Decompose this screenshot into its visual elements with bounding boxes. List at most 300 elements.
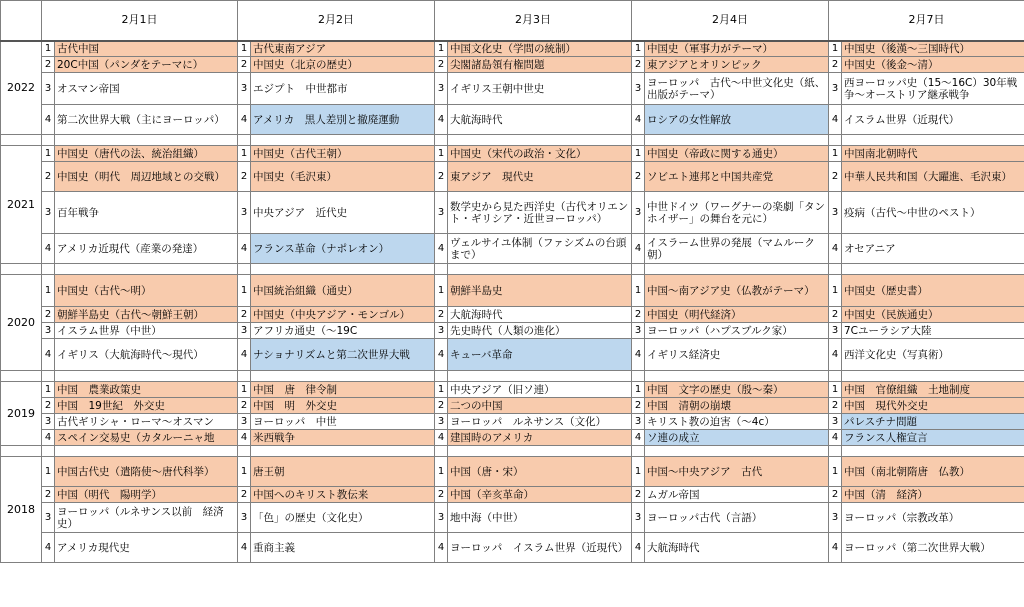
row-number: 1 xyxy=(829,457,842,487)
topic-text: ヨーロッパ（宗教改革） xyxy=(844,511,960,524)
table-row xyxy=(1,503,1024,533)
row-number: 1 xyxy=(829,275,842,307)
topic-cell xyxy=(448,307,632,323)
topic-text: アメリカ近現代（産業の発達） xyxy=(57,242,204,255)
topic-text: 西洋文化史（写真術） xyxy=(844,348,949,361)
table-row xyxy=(1,398,1024,414)
topic-text: 中国（明代 陽明学） xyxy=(57,488,162,501)
table-row xyxy=(1,192,1024,234)
spacer-cell xyxy=(632,264,645,275)
topic-cell xyxy=(251,162,435,192)
row-number: 1 xyxy=(829,146,842,162)
row-number: 2 xyxy=(435,398,448,414)
topic-cell xyxy=(448,339,632,371)
topic-cell xyxy=(842,57,1024,73)
topic-text: オスマン帝国 xyxy=(57,82,120,95)
topic-text: 朝鮮半島史（古代～朝鮮王朝） xyxy=(57,308,204,321)
row-number: 3 xyxy=(632,503,645,533)
spacer-cell xyxy=(251,264,435,275)
topic-cell xyxy=(55,339,238,371)
row-number: 3 xyxy=(435,192,448,234)
topic-cell xyxy=(251,339,435,371)
row-number: 1 xyxy=(632,146,645,162)
year-label: 2020 xyxy=(1,275,42,371)
topic-cell xyxy=(448,146,632,162)
row-number: 4 xyxy=(829,339,842,371)
topic-text: パレスチナ問題 xyxy=(844,415,917,428)
spacer-row xyxy=(1,446,1024,457)
row-number: 2 xyxy=(435,487,448,503)
topic-text: イスラーム世界の発展（マムルーク朝） xyxy=(647,236,815,261)
row-number: 2 xyxy=(829,487,842,503)
topic-text: 西ヨーロッパ史（15～16C）30年戦争～オーストリア継承戦争 xyxy=(844,76,1018,101)
table-row xyxy=(1,275,1024,307)
row-number: 1 xyxy=(238,146,251,162)
row-number: 1 xyxy=(829,41,842,57)
topic-text: 中国古代史（遣隋使～唐代科挙） xyxy=(57,465,215,478)
topic-cell xyxy=(55,234,238,264)
topic-cell xyxy=(842,307,1024,323)
topic-cell xyxy=(645,323,829,339)
topic-cell xyxy=(251,323,435,339)
topic-cell xyxy=(448,162,632,192)
table-row xyxy=(1,105,1024,135)
spacer-cell xyxy=(55,264,238,275)
topic-cell xyxy=(448,323,632,339)
topic-cell xyxy=(645,73,829,105)
topic-cell xyxy=(645,162,829,192)
topic-text: 大航海時代 xyxy=(647,541,700,554)
row-number: 4 xyxy=(829,234,842,264)
row-number: 1 xyxy=(238,41,251,57)
topic-text: ヨーロッパ 中世 xyxy=(253,415,337,428)
topic-cell xyxy=(448,41,632,57)
topic-cell xyxy=(645,533,829,563)
topic-cell xyxy=(645,307,829,323)
topic-cell xyxy=(842,414,1024,430)
topic-text: 中国文化史（学問の統制） xyxy=(450,42,576,55)
topic-cell xyxy=(448,275,632,307)
spacer-cell xyxy=(448,135,632,146)
spacer-cell xyxy=(448,446,632,457)
spacer-cell xyxy=(251,371,435,382)
topic-cell xyxy=(55,41,238,57)
spacer-cell xyxy=(645,135,829,146)
row-number: 2 xyxy=(829,307,842,323)
topic-text: 二つの中国 xyxy=(450,399,503,412)
topic-text: 中国（唐・宋） xyxy=(450,465,524,478)
spacer-cell xyxy=(42,264,55,275)
spacer-cell xyxy=(448,371,632,382)
topic-text: ナショナリズムと第二次世界大戦 xyxy=(253,348,410,361)
topic-cell xyxy=(55,503,238,533)
topic-text: 大航海時代 xyxy=(450,113,503,126)
row-number: 3 xyxy=(435,73,448,105)
row-number: 4 xyxy=(42,234,55,264)
topic-text: 中国史（宋代の政治・文化） xyxy=(450,147,587,160)
row-number: 1 xyxy=(632,275,645,307)
spacer-cell xyxy=(829,135,842,146)
row-number: 4 xyxy=(238,430,251,446)
topic-cell xyxy=(251,41,435,57)
row-number: 4 xyxy=(435,533,448,563)
topic-text: 中国へのキリスト教伝来 xyxy=(253,488,369,501)
topic-cell xyxy=(645,57,829,73)
row-number: 2 xyxy=(435,162,448,192)
topic-cell xyxy=(251,487,435,503)
topic-cell xyxy=(251,533,435,563)
topic-cell xyxy=(842,146,1024,162)
row-number: 3 xyxy=(829,192,842,234)
topic-text: 百年戦争 xyxy=(57,206,99,219)
table-row xyxy=(1,234,1024,264)
topic-cell xyxy=(251,105,435,135)
row-number: 2 xyxy=(238,398,251,414)
row-number: 4 xyxy=(632,430,645,446)
spacer-cell xyxy=(829,264,842,275)
spacer-cell xyxy=(842,446,1024,457)
topic-text: 「色」の歴史（文化史） xyxy=(253,511,369,524)
topic-text: 東アジアとオリンピック xyxy=(647,58,762,71)
table-row xyxy=(1,41,1024,57)
topic-text: 中国 現代外交史 xyxy=(844,399,928,412)
topic-cell xyxy=(448,457,632,487)
row-number: 3 xyxy=(632,414,645,430)
table-row xyxy=(1,430,1024,446)
topic-text: ヨーロッパ古代（言語） xyxy=(647,511,763,524)
row-number: 2 xyxy=(829,57,842,73)
row-number: 2 xyxy=(632,57,645,73)
topic-cell xyxy=(448,73,632,105)
spacer-row xyxy=(1,264,1024,275)
topic-cell xyxy=(448,503,632,533)
row-number: 2 xyxy=(435,57,448,73)
row-number: 4 xyxy=(238,105,251,135)
spacer-cell xyxy=(55,371,238,382)
spacer-cell xyxy=(829,446,842,457)
topic-text: 中国統治組織（通史） xyxy=(253,284,358,297)
table-row xyxy=(1,339,1024,371)
topic-cell xyxy=(55,105,238,135)
spacer-row xyxy=(1,371,1024,382)
topic-cell xyxy=(448,414,632,430)
row-number: 4 xyxy=(42,105,55,135)
row-number: 2 xyxy=(632,487,645,503)
row-number: 2 xyxy=(829,162,842,192)
topic-text: 7Cユーラシア大陸 xyxy=(844,324,932,337)
date-header: 2月4日 xyxy=(632,1,829,41)
topic-cell xyxy=(251,146,435,162)
spacer-cell xyxy=(645,446,829,457)
spacer-cell xyxy=(829,371,842,382)
topic-text: 中国史（軍事力がテーマ） xyxy=(647,42,773,55)
topic-text: 中国史（中央アジア・モンゴル） xyxy=(253,308,411,321)
topic-cell xyxy=(645,382,829,398)
topic-text: ムガル帝国 xyxy=(647,488,700,501)
year-label: 2021 xyxy=(1,146,42,264)
row-number: 1 xyxy=(238,275,251,307)
row-number: 1 xyxy=(435,382,448,398)
row-number: 1 xyxy=(632,41,645,57)
table-row xyxy=(1,162,1024,192)
topic-cell xyxy=(645,503,829,533)
topic-text: 中国史（古代～明） xyxy=(57,284,152,297)
topic-text: 中国史（後漢～三国時代） xyxy=(844,42,970,55)
topic-text: 米西戦争 xyxy=(253,431,295,444)
topic-cell xyxy=(448,234,632,264)
row-number: 4 xyxy=(435,234,448,264)
topic-text: 建国時のアメリカ xyxy=(450,431,534,444)
topic-cell xyxy=(251,73,435,105)
topic-text: 尖閣諸島領有権問題 xyxy=(450,58,545,71)
row-number: 4 xyxy=(829,105,842,135)
topic-cell xyxy=(448,57,632,73)
topic-cell xyxy=(842,339,1024,371)
topic-cell xyxy=(842,41,1024,57)
table-row xyxy=(1,487,1024,503)
row-number: 2 xyxy=(42,487,55,503)
row-number: 3 xyxy=(829,323,842,339)
row-number: 1 xyxy=(435,146,448,162)
topic-text: フランス革命（ナポレオン） xyxy=(253,242,390,255)
topic-cell xyxy=(645,457,829,487)
row-number: 2 xyxy=(42,162,55,192)
spacer-cell xyxy=(1,264,42,275)
topic-text: 中国史（歴史書） xyxy=(844,284,928,297)
topic-text: ソ連の成立 xyxy=(647,431,700,444)
topic-cell xyxy=(645,105,829,135)
spacer-cell xyxy=(55,446,238,457)
spacer-cell xyxy=(238,135,251,146)
row-number: 2 xyxy=(238,307,251,323)
topic-text: 中国史（明代経済） xyxy=(647,308,742,321)
spacer-cell xyxy=(42,446,55,457)
row-number: 3 xyxy=(238,414,251,430)
topic-text: 東アジア 現代史 xyxy=(450,170,534,183)
topic-text: 中国史（帝政に関する通史） xyxy=(647,147,784,160)
table-row xyxy=(1,323,1024,339)
row-number: 4 xyxy=(435,430,448,446)
row-number: 4 xyxy=(238,339,251,371)
topic-cell xyxy=(645,430,829,446)
topic-cell xyxy=(55,487,238,503)
spacer-cell xyxy=(238,446,251,457)
spacer-cell xyxy=(435,264,448,275)
row-number: 4 xyxy=(435,105,448,135)
date-header: 2月1日 xyxy=(42,1,238,41)
spacer-cell xyxy=(645,264,829,275)
topic-cell xyxy=(842,323,1024,339)
topic-text: アメリカ 黒人差別と撤廃運動 xyxy=(253,113,400,126)
topic-cell xyxy=(645,487,829,503)
spacer-cell xyxy=(842,135,1024,146)
topic-cell xyxy=(55,57,238,73)
topic-text: 中国史（古代王朝） xyxy=(253,147,348,160)
topic-text: スペイン交易史（カタルーニャ地 xyxy=(57,431,215,444)
year-label: 2019 xyxy=(1,382,42,446)
topic-text: 古代中国 xyxy=(57,42,99,55)
table-row xyxy=(1,533,1024,563)
topic-cell xyxy=(448,487,632,503)
topic-text: 中国史（民族通史） xyxy=(844,308,939,321)
topic-cell xyxy=(645,41,829,57)
row-number: 2 xyxy=(42,57,55,73)
topic-text: 中国南北朝時代 xyxy=(844,147,918,160)
topic-text: 20C中国（パンダをテーマに） xyxy=(57,58,204,71)
row-number: 3 xyxy=(829,414,842,430)
topic-cell xyxy=(251,275,435,307)
row-number: 4 xyxy=(238,533,251,563)
table-row xyxy=(1,57,1024,73)
row-number: 3 xyxy=(632,323,645,339)
row-number: 3 xyxy=(435,503,448,533)
topic-cell xyxy=(251,457,435,487)
topic-text: 中央アジア 近代史 xyxy=(253,206,348,219)
spacer-cell xyxy=(842,371,1024,382)
row-number: 4 xyxy=(829,533,842,563)
topic-text: イスラム世界（中世） xyxy=(57,324,162,337)
row-number: 4 xyxy=(632,105,645,135)
topic-cell xyxy=(842,430,1024,446)
topic-cell xyxy=(842,192,1024,234)
topic-text: 中国～中央アジア 古代 xyxy=(647,465,763,478)
row-number: 2 xyxy=(238,487,251,503)
topic-cell xyxy=(251,430,435,446)
topic-cell xyxy=(842,73,1024,105)
topic-text: ヨーロッパ（ハプスブルク家） xyxy=(647,324,793,337)
topic-text: ヨーロッパ イスラム世界（近現代） xyxy=(450,541,629,554)
topic-text: 第二次世界大戦（主にヨーロッパ） xyxy=(57,113,225,126)
topic-text: 中央アジア（旧ソ連） xyxy=(450,383,555,396)
topic-cell xyxy=(251,234,435,264)
row-number: 2 xyxy=(632,307,645,323)
topic-cell xyxy=(251,382,435,398)
row-number: 3 xyxy=(42,414,55,430)
topic-text: アフリカ通史（～19C xyxy=(253,324,358,337)
spacer-cell xyxy=(632,371,645,382)
row-number: 3 xyxy=(238,192,251,234)
topic-text: 中国 唐 律令制 xyxy=(253,383,337,396)
spacer-row xyxy=(1,135,1024,146)
header-row xyxy=(1,1,1024,41)
topic-cell xyxy=(55,162,238,192)
topic-text: 朝鮮半島史 xyxy=(450,284,503,297)
topic-text: エジプト 中世都市 xyxy=(253,82,348,95)
topic-cell xyxy=(842,234,1024,264)
topic-text: アメリカ現代史 xyxy=(57,541,130,554)
topic-cell xyxy=(448,192,632,234)
topic-text: イギリス（大航海時代～現代） xyxy=(57,348,204,361)
topic-text: 中国史（後金～清） xyxy=(844,58,939,71)
topic-cell xyxy=(645,234,829,264)
topic-text: ソビエト連邦と中国共産党 xyxy=(647,170,773,183)
topic-text: ロシアの女性解放 xyxy=(647,113,731,126)
topic-cell xyxy=(55,323,238,339)
topic-text: ヴェルサイユ体制（ファシズムの台頭まで） xyxy=(450,236,627,261)
topic-cell xyxy=(645,192,829,234)
topic-cell xyxy=(842,503,1024,533)
spacer-cell xyxy=(645,371,829,382)
row-number: 1 xyxy=(238,457,251,487)
row-number: 1 xyxy=(829,382,842,398)
topic-cell xyxy=(842,533,1024,563)
topic-text: 大航海時代 xyxy=(450,308,503,321)
row-number: 1 xyxy=(435,275,448,307)
row-number: 1 xyxy=(42,382,55,398)
spacer-cell xyxy=(435,446,448,457)
row-number: 4 xyxy=(632,533,645,563)
topic-text: ヨーロッパ 古代～中世文化史（紙、出版がテーマ） xyxy=(647,76,826,101)
topic-cell xyxy=(842,457,1024,487)
row-number: 2 xyxy=(238,57,251,73)
spacer-cell xyxy=(55,135,238,146)
topic-text: ヨーロッパ ルネサンス（文化） xyxy=(450,415,607,428)
year-label: 2018 xyxy=(1,457,42,563)
spacer-cell xyxy=(632,446,645,457)
topic-text: 数学史から見た西洋史（古代オリエント・ギリシア・近世ヨーロッパ） xyxy=(450,200,629,225)
topic-text: 中国 農業政策史 xyxy=(57,383,141,396)
date-header: 2月3日 xyxy=(435,1,632,41)
row-number: 3 xyxy=(42,192,55,234)
table-row xyxy=(1,382,1024,398)
date-header: 2月2日 xyxy=(238,1,435,41)
row-number: 2 xyxy=(42,307,55,323)
topic-cell xyxy=(55,457,238,487)
topic-cell xyxy=(645,398,829,414)
row-number: 4 xyxy=(42,339,55,371)
row-number: 3 xyxy=(238,73,251,105)
row-number: 3 xyxy=(42,503,55,533)
row-number: 3 xyxy=(829,73,842,105)
table-row xyxy=(1,146,1024,162)
row-number: 3 xyxy=(42,73,55,105)
row-number: 2 xyxy=(238,162,251,192)
topic-text: 中国 明 外交史 xyxy=(253,399,337,412)
topic-text: ヨーロッパ（ルネサンス以前 経済史） xyxy=(57,505,224,530)
topic-cell xyxy=(448,430,632,446)
topic-text: 中国 清朝の崩壊 xyxy=(647,399,731,412)
year-label: 2022 xyxy=(1,41,42,135)
row-number: 3 xyxy=(435,323,448,339)
topic-cell xyxy=(55,382,238,398)
topic-cell xyxy=(251,307,435,323)
topic-cell xyxy=(842,275,1024,307)
topic-cell xyxy=(448,382,632,398)
row-number: 3 xyxy=(632,73,645,105)
topic-cell xyxy=(251,57,435,73)
topic-text: ヨーロッパ（第二次世界大戦） xyxy=(844,541,991,554)
topic-cell xyxy=(448,105,632,135)
topic-cell xyxy=(842,398,1024,414)
topic-text: イギリス王朝中世史 xyxy=(450,82,545,95)
topic-text: イギリス経済史 xyxy=(647,348,721,361)
topic-cell xyxy=(55,73,238,105)
row-number: 1 xyxy=(632,382,645,398)
topic-text: 中国史（北京の歴史） xyxy=(253,58,358,71)
spacer-cell xyxy=(1,371,42,382)
spacer-cell xyxy=(448,264,632,275)
spacer-cell xyxy=(435,371,448,382)
topic-cell xyxy=(55,275,238,307)
topic-cell xyxy=(842,487,1024,503)
row-number: 2 xyxy=(829,398,842,414)
row-number: 1 xyxy=(435,457,448,487)
row-number: 3 xyxy=(42,323,55,339)
spacer-cell xyxy=(435,135,448,146)
row-number: 4 xyxy=(632,234,645,264)
spacer-cell xyxy=(238,264,251,275)
row-number: 2 xyxy=(42,398,55,414)
